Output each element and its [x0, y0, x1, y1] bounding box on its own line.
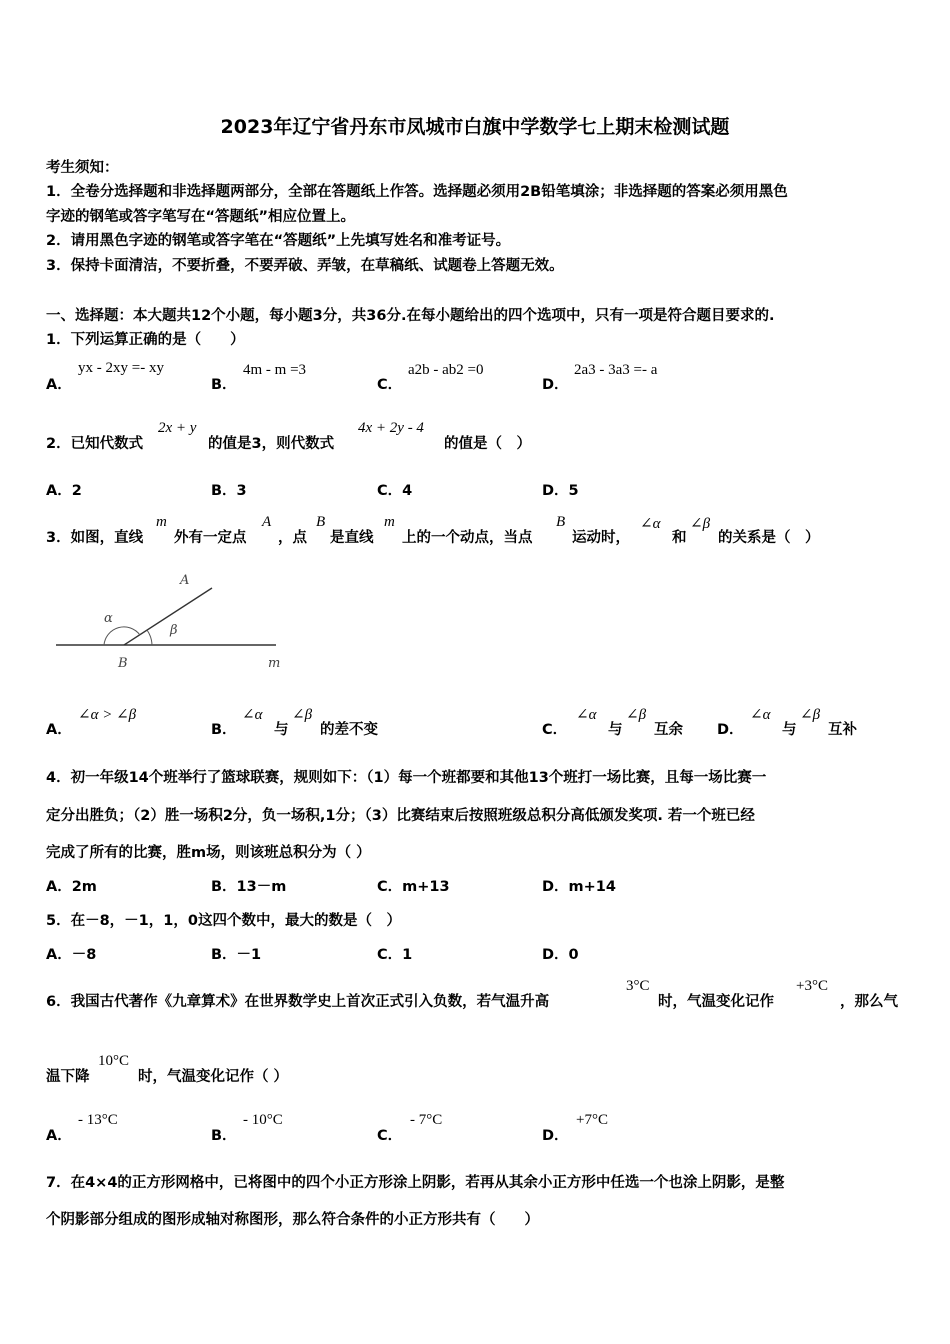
q2-expr-2: 4x + 2y - 4 [358, 420, 424, 436]
q5-stem: 5．在－8，－1，1，0这四个数中，最大的数是（ ） [46, 913, 401, 929]
q3-c-word: 与 [608, 722, 623, 738]
q6-text-5: 时，气温变化记作（ ） [138, 1069, 289, 1085]
q3-b-alpha: ∠α [242, 707, 263, 723]
q1-option-a: yx - 2xy =- xy [78, 360, 164, 376]
q3-label-c: C． [542, 722, 568, 738]
q3-angle-beta: ∠β [690, 516, 711, 532]
q1-label-a: A． [46, 377, 72, 393]
q3-angle-alpha: ∠α [640, 516, 661, 532]
fig-label-m: m [268, 656, 281, 671]
q1-stem: 1．下列运算正确的是（ ） [46, 332, 245, 348]
q6-expr-3: 10°C [98, 1053, 130, 1069]
q3-text-5: 上的一个动点，当点 [402, 530, 533, 546]
q6-option-d: +7°C [576, 1112, 608, 1128]
q2-text-2: 的值是3，则代数式 [208, 436, 335, 452]
q6-text-2: 时，气温变化记作 [658, 994, 774, 1010]
fig-label-a: A [180, 573, 190, 588]
q1-label-c: C． [377, 377, 403, 393]
q4-option-b: B．13－m [211, 879, 287, 895]
notice-line-2: 字迹的钢笔或答字笔写在“答题纸”相应位置上。 [46, 209, 356, 225]
q3-var-a: A [262, 514, 272, 530]
q3-d-alpha: ∠α [750, 707, 771, 723]
q6-option-b: - 10°C [243, 1112, 283, 1128]
q3-b-tail: 的差不变 [320, 722, 378, 738]
q7-line-2: 个阴影部分组成的图形成轴对称图形，那么符合条件的小正方形共有（ ） [46, 1212, 539, 1228]
q4-line-1: 4．初一年级14个班举行了篮球联赛，规则如下：（1）每一个班都要和其他13个班打一场比赛，且每一场比赛一 [46, 770, 767, 786]
q3-c-beta: ∠β [626, 707, 647, 723]
q2-text-1: 2．已知代数式 [46, 436, 144, 452]
q3-text-1: 3．如图，直线 [46, 530, 144, 546]
q6-label-c: C． [377, 1128, 403, 1144]
q3-text-2: 外有一定点 [174, 530, 247, 546]
arc-alpha [104, 627, 140, 645]
q4-line-2: 定分出胜负；（2）胜一场积2分，负一场积,1分；（3）比赛结束后按照班级总积分高低颁发奖项. 若一个班已经 [46, 808, 755, 824]
q2-option-d: D．5 [542, 483, 579, 499]
q3-label-b: B． [211, 722, 237, 738]
q4-option-c: C．m+13 [377, 879, 450, 895]
q3-d-word: 与 [782, 722, 797, 738]
q2-option-c: C．4 [377, 483, 413, 499]
q1-option-c: a2b - ab2 =0 [408, 362, 484, 378]
q3-d-tail: 互补 [828, 722, 857, 738]
q2-text-3: 的值是（ ） [444, 436, 531, 452]
q3-c-tail: 互余 [654, 722, 683, 738]
q4-option-d: D．m+14 [542, 879, 616, 895]
q4-option-a: A．2m [46, 879, 97, 895]
q4-line-3: 完成了所有的比赛，胜m场，则该班总积分为（ ） [46, 845, 371, 861]
q6-label-b: B． [211, 1128, 237, 1144]
q6-text-3: ，那么气 [840, 994, 898, 1010]
q3-var-m2: m [384, 514, 395, 530]
q3-text-8: 的关系是（ ） [718, 530, 820, 546]
notice-line-1: 1．全卷分选择题和非选择题两部分，全部在答题纸上作答。选择题必须用2B铅笔填涂；非选择题的答案必须用黑色 [46, 184, 788, 200]
q3-b-word: 与 [274, 722, 289, 738]
q5-option-b: B．－1 [211, 947, 262, 963]
fig-label-b: B [118, 656, 128, 671]
q6-option-a: - 13°C [78, 1112, 118, 1128]
arc-beta [147, 630, 152, 645]
q3-text-3: ，点 [278, 530, 307, 546]
page-title: 2023年辽宁省丹东市凤城市白旗中学数学七上期末检测试题 [220, 116, 730, 138]
q5-option-c: C．1 [377, 947, 413, 963]
q3-text-6: 运动时， [572, 530, 630, 546]
q3-var-b1: B [316, 514, 326, 530]
q3-label-d: D． [717, 722, 744, 738]
q5-option-a: A．－8 [46, 947, 97, 963]
q2-option-b: B．3 [211, 483, 247, 499]
q3-label-a: A． [46, 722, 72, 738]
q3-option-a: ∠α > ∠β [78, 707, 137, 723]
notice-heading: 考生须知： [46, 160, 119, 176]
section-heading: 一、选择题：本大题共12个小题，每小题3分，共36分.在每小题给出的四个选项中，只有一项是符合题目要求的. [46, 308, 775, 324]
q3-var-b2: B [556, 514, 566, 530]
q6-label-d: D． [542, 1128, 569, 1144]
q2-expr-1: 2x + y [158, 420, 197, 436]
q3-b-beta: ∠β [292, 707, 313, 723]
q1-option-b: 4m - m =3 [243, 362, 307, 378]
q7-line-1: 7．在4×4的正方形网格中，已将图中的四个小正方形涂上阴影，若再从其余小正方形中任选一个也涂上阴影，是整 [46, 1175, 785, 1191]
notice-line-3: 2．请用黑色字迹的钢笔或答字笔在“答题纸”上先填写姓名和准考证号。 [46, 233, 511, 249]
q3-d-beta: ∠β [800, 707, 821, 723]
q3-var-m1: m [156, 514, 167, 530]
q2-option-a: A．2 [46, 483, 82, 499]
q1-label-d: D． [542, 377, 569, 393]
notice-line-4: 3．保持卡面清洁，不要折叠，不要弄破、弄皱，在草稿纸、试题卷上答题无效。 [46, 258, 564, 274]
q6-option-c: - 7°C [410, 1112, 443, 1128]
q6-label-a: A． [46, 1128, 72, 1144]
ray-ba [124, 588, 212, 645]
q3-figure [54, 568, 294, 678]
fig-label-alpha: α [104, 611, 113, 626]
q3-text-4: 是直线 [330, 530, 374, 546]
q3-c-alpha: ∠α [576, 707, 597, 723]
q6-expr-2: +3°C [796, 978, 828, 994]
q5-option-d: D．0 [542, 947, 579, 963]
q6-text-4: 温下降 [46, 1069, 90, 1085]
q6-text-1: 6．我国古代著作《九章算术》在世界数学史上首次正式引入负数，若气温升高 [46, 994, 550, 1010]
q3-text-7: 和 [672, 530, 687, 546]
fig-label-beta: β [170, 623, 178, 638]
q1-label-b: B． [211, 377, 237, 393]
q6-expr-1: 3°C [626, 978, 650, 994]
q1-option-d: 2a3 - 3a3 =- a [574, 362, 658, 378]
